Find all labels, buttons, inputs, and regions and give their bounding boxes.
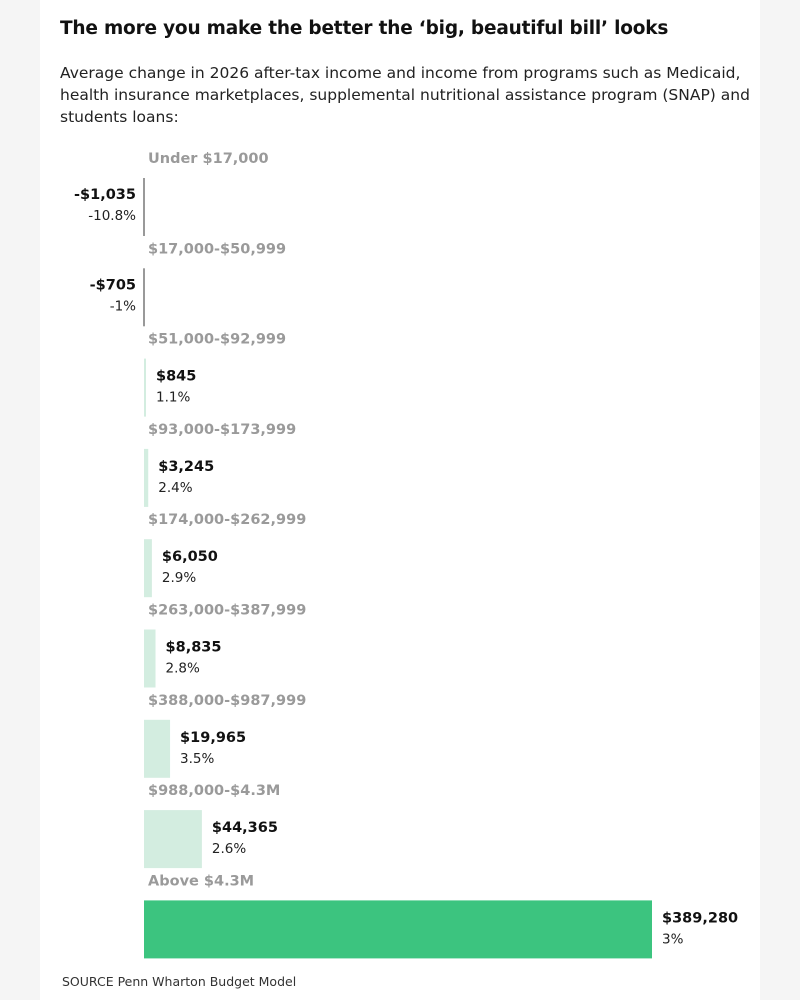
value-label: $44,365 bbox=[211, 820, 278, 837]
percent-label: 2.8% bbox=[165, 660, 200, 677]
percent-label: -1% bbox=[109, 298, 136, 315]
value-label: $8,835 bbox=[165, 639, 222, 656]
left-margin bbox=[0, 0, 40, 1000]
percent-label: 3.5% bbox=[180, 750, 215, 767]
bar bbox=[144, 900, 652, 958]
value-label: $845 bbox=[156, 368, 197, 385]
bar bbox=[144, 539, 152, 597]
bar bbox=[144, 630, 156, 688]
value-label: $6,050 bbox=[161, 549, 218, 566]
percent-label: -10.8% bbox=[88, 208, 136, 224]
percent-label: 3% bbox=[662, 931, 684, 948]
value-label: $19,965 bbox=[180, 729, 247, 746]
category-label: Above $4.3M bbox=[148, 873, 255, 890]
bar bbox=[144, 720, 170, 778]
percent-label: 2.4% bbox=[158, 479, 193, 496]
category-label: $51,000-$92,999 bbox=[148, 331, 287, 348]
bar-chart bbox=[40, 0, 760, 1000]
value-label: -$1,035 bbox=[74, 187, 136, 203]
percent-label: 1.1% bbox=[156, 389, 191, 406]
value-label: $3,245 bbox=[158, 458, 215, 475]
source-note: SOURCE Penn Wharton Budget Model bbox=[62, 974, 297, 989]
chart-title: The more you make the better the ‘big, beautiful bill’ looks bbox=[60, 18, 669, 39]
category-label: $17,000-$50,999 bbox=[148, 241, 287, 258]
value-label: -$705 bbox=[89, 277, 136, 294]
bar bbox=[144, 810, 202, 868]
right-margin bbox=[760, 0, 800, 1000]
bar bbox=[144, 359, 146, 417]
bar bbox=[144, 449, 148, 507]
category-label: $174,000-$262,999 bbox=[148, 512, 307, 529]
category-label: Under $17,000 bbox=[148, 151, 269, 167]
percent-label: 2.6% bbox=[211, 841, 247, 858]
category-label: $263,000-$387,999 bbox=[148, 602, 307, 619]
chart-subtitle: Average change in 2026 after-tax income and income from programs such as Medicaid, health insurance marketplaces, supplemental nutritional assistance program (SNAP) and students loans: bbox=[60, 64, 750, 126]
category-label: $988,000-$4.3M bbox=[148, 783, 281, 800]
value-label: $389,280 bbox=[662, 910, 739, 927]
category-label: $93,000-$173,999 bbox=[148, 421, 297, 438]
percent-label: 2.9% bbox=[161, 570, 197, 587]
category-label: $388,000-$987,999 bbox=[148, 692, 307, 709]
chart-page bbox=[40, 0, 760, 1000]
